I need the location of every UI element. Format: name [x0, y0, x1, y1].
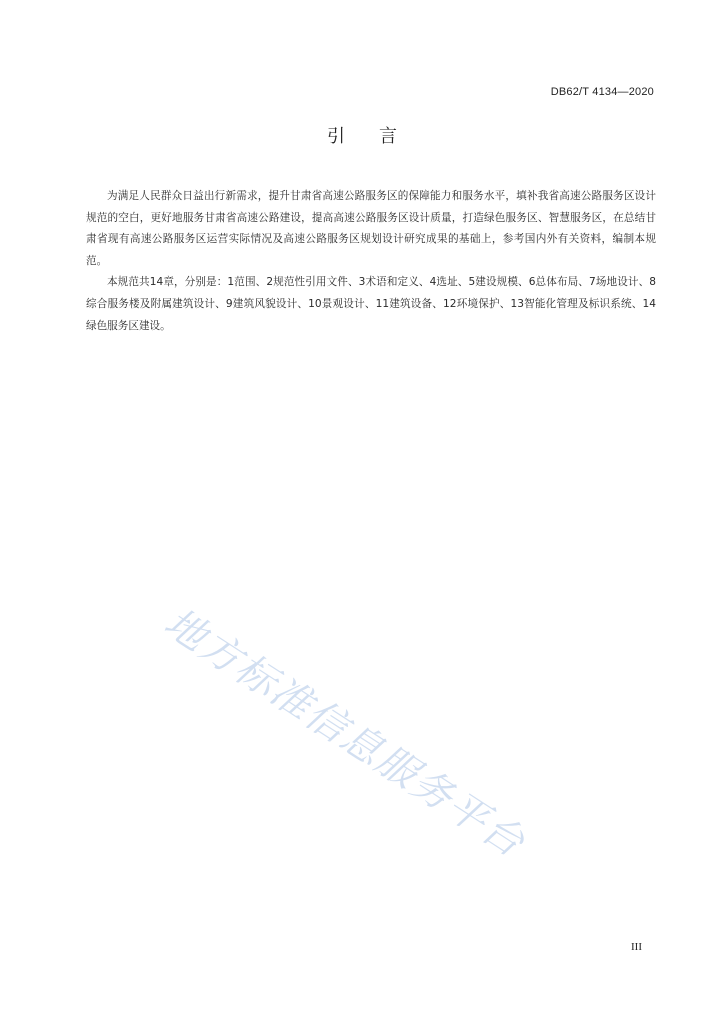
paragraph-chapters: 本规范共14章，分别是：1范围、2规范性引用文件、3术语和定义、4选址、5建设规模、6总体布局、7场地设计、8综合服务楼及附属建筑设计、9建筑风貌设计、10景观设计、11建筑设备、12环境保护、13智能化管理及标识系统、14绿色服务区建设。 — [86, 276, 656, 332]
page-title: 引言 — [327, 126, 431, 147]
paragraph-purpose: 为满足人民群众日益出行新需求，提升甘肃省高速公路服务区的保障能力和服务水平，填补我省高速公路服务区设计规范的空白，更好地服务甘肃省高速公路建设，提高高速公路服务区设计质量，打造绿色服务区、智慧服务区，在总结甘肃省现有高速公路服务区运营实际情况及高速公路服务区规划设计研究成果的基础上，参考国内外有关资料，编制本规范。 — [86, 190, 656, 267]
page-number: III — [631, 941, 642, 953]
body-text — [86, 186, 656, 337]
document-code: DB62/T 4134—2020 — [550, 86, 654, 98]
watermark: 地方标准信息服务平台 — [156, 599, 534, 867]
